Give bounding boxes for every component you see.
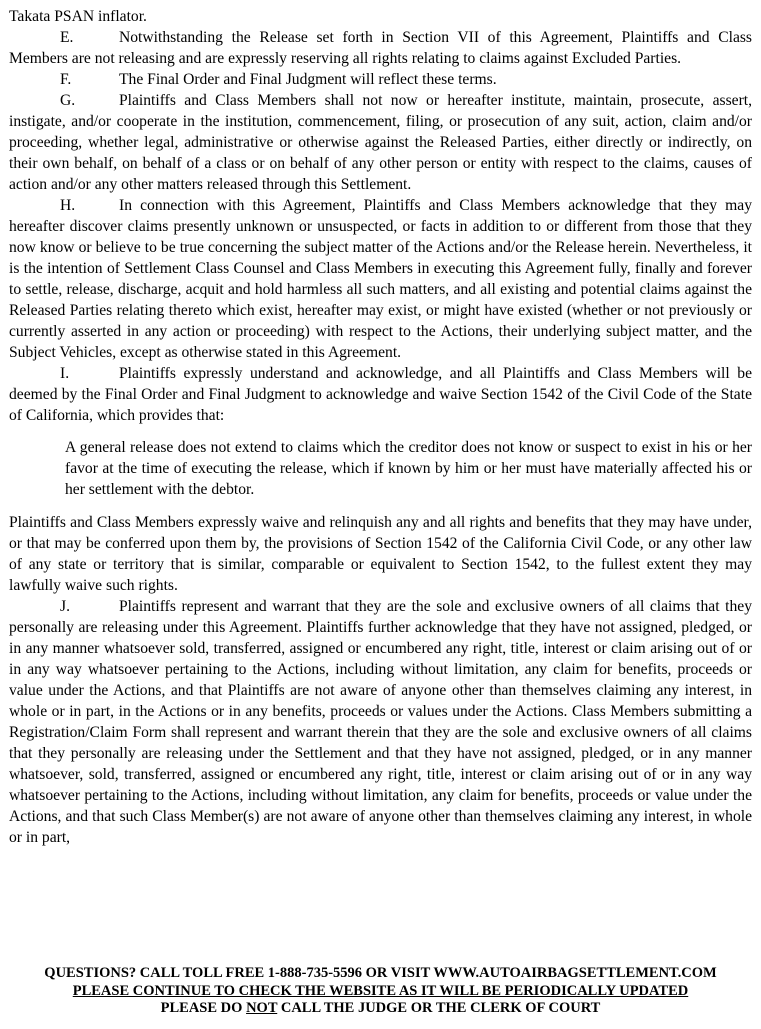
- waiver-paragraph: Plaintiffs and Class Members expressly waive and relinquish any and all rights and benefits that they may have under, or that may be conferred upon them by, the provisions of Section 1542 of the California Civil Code, or any other law of any state or territory that is similar, comparable or equivalent to Section 1542, to the fullest extent they may lawfully waive such rights.: [9, 514, 752, 594]
- opening-line: Takata PSAN inflator.: [9, 8, 147, 25]
- page-footer: [0, 965, 761, 1018]
- document-page: [9, 6, 752, 848]
- footer-court-notice-start: PLEASE DO: [160, 1000, 247, 1016]
- section-text: In connection with this Agreement, Plaintiffs and Class Members acknowledge that they may hereafter discover claims presently unknown or unsuspected, or facts in addition to or different from those that they now know or believe to be true concerning the subject matter of the Actions and/or the Release herein. Nevertheless, it is the intention of Settlement Class Counsel and Class Members in executing this Agreement fully, finally and forever to settle, release, discharge, acquit and hold harmless all such matters, and all existing and potential claims against the Released Parties relating thereto which exist, hereafter may exist, or might have existed (whether or not previously or currently asserted in any action or proceeding) with respect to the Actions, their underlying subject matter, and the Subject Vehicles, except as otherwise stated in this Agreement.: [9, 197, 752, 361]
- section-f: [9, 69, 752, 90]
- section-label: J.: [60, 598, 70, 615]
- section-j: [9, 596, 752, 848]
- section-text: Notwithstanding the Release set forth in Section VII of this Agreement, Plaintiffs and Class Members are not releasing and are expressly reserving all rights relating to claims against Excluded Parties.: [9, 29, 752, 67]
- section-h: [9, 195, 752, 363]
- section-label: E.: [60, 29, 74, 46]
- section-text: The Final Order and Final Judgment will reflect these terms.: [119, 71, 497, 88]
- section-g: [9, 90, 752, 195]
- footer-court-notice-end: CALL THE JUDGE OR THE CLERK OF COURT: [277, 1000, 601, 1016]
- section-label: G.: [60, 92, 76, 109]
- section-label: F.: [60, 71, 72, 88]
- section-label: I.: [60, 365, 70, 382]
- footer-court-notice: [0, 1000, 761, 1018]
- footer-not-emphasis: NOT: [246, 1000, 278, 1016]
- section-e: [9, 27, 752, 69]
- section-text: Plaintiffs expressly understand and acknowledge, and all Plaintiffs and Class Members will be deemed by the Final Order and Final Judgment to acknowledge and waive Section 1542 of the Civil Code of the State of California, which provides that:: [9, 365, 752, 424]
- footer-contact-line: QUESTIONS? CALL TOLL FREE 1-888-735-5596 OR VISIT WWW.AUTOAIRBAGSETTLEMENT.COM: [44, 965, 717, 981]
- civil-code-quote: A general release does not extend to claims which the creditor does not know or suspect to exist in his or her favor at the time of executing the release, which if known by him or her must have materially affected his or her settlement with the debtor.: [65, 439, 752, 498]
- section-label: H.: [60, 197, 76, 214]
- section-i: [9, 363, 752, 426]
- section-text: Plaintiffs represent and warrant that they are the sole and exclusive owners of all claims that they personally are releasing under this Agreement. Plaintiffs further acknowledge that they have not assigned, pledged, or in any manner whatsoever sold, transferred, assigned or encumbered any right, title, interest or claim arising out of or in any way whatsoever pertaining to the Actions, including without limitation, any claim for benefits, proceeds or value under the Actions, and that Plaintiffs are not aware of anyone other than themselves claiming any interest, in whole or in part, in the Actions or in any benefits, proceeds or values under the Actions. Class Members submitting a Registration/Claim Form shall represent and warrant therein that they are the sole and exclusive owners of all claims that they personally are releasing under the Settlement and that they have not assigned, pledged, or in any manner whatsoever, sold, transferred, assigned or encumbered any right, title, interest or claim arising out of or in any way whatsoever pertaining to the Actions, including without limitation, any claim for benefits, proceeds or value under the Actions, and that such Class Member(s) are not aware of anyone other than themselves claiming any interest, in whole or in part,: [9, 598, 752, 846]
- section-text: Plaintiffs and Class Members shall not now or hereafter institute, maintain, prosecute, assert, instigate, and/or cooperate in the institution, commencement, filing, or prosecution of any suit, action, claim and/or proceeding, whether legal, administrative or otherwise against the Released Parties, either directly or indirectly, on their own behalf, on behalf of a class or on behalf of any other person or entity with respect to the claims, causes of action and/or any other matters released through this Settlement.: [9, 92, 752, 193]
- footer-website-notice: PLEASE CONTINUE TO CHECK THE WEBSITE AS IT WILL BE PERIODICALLY UPDATED: [72, 982, 689, 999]
